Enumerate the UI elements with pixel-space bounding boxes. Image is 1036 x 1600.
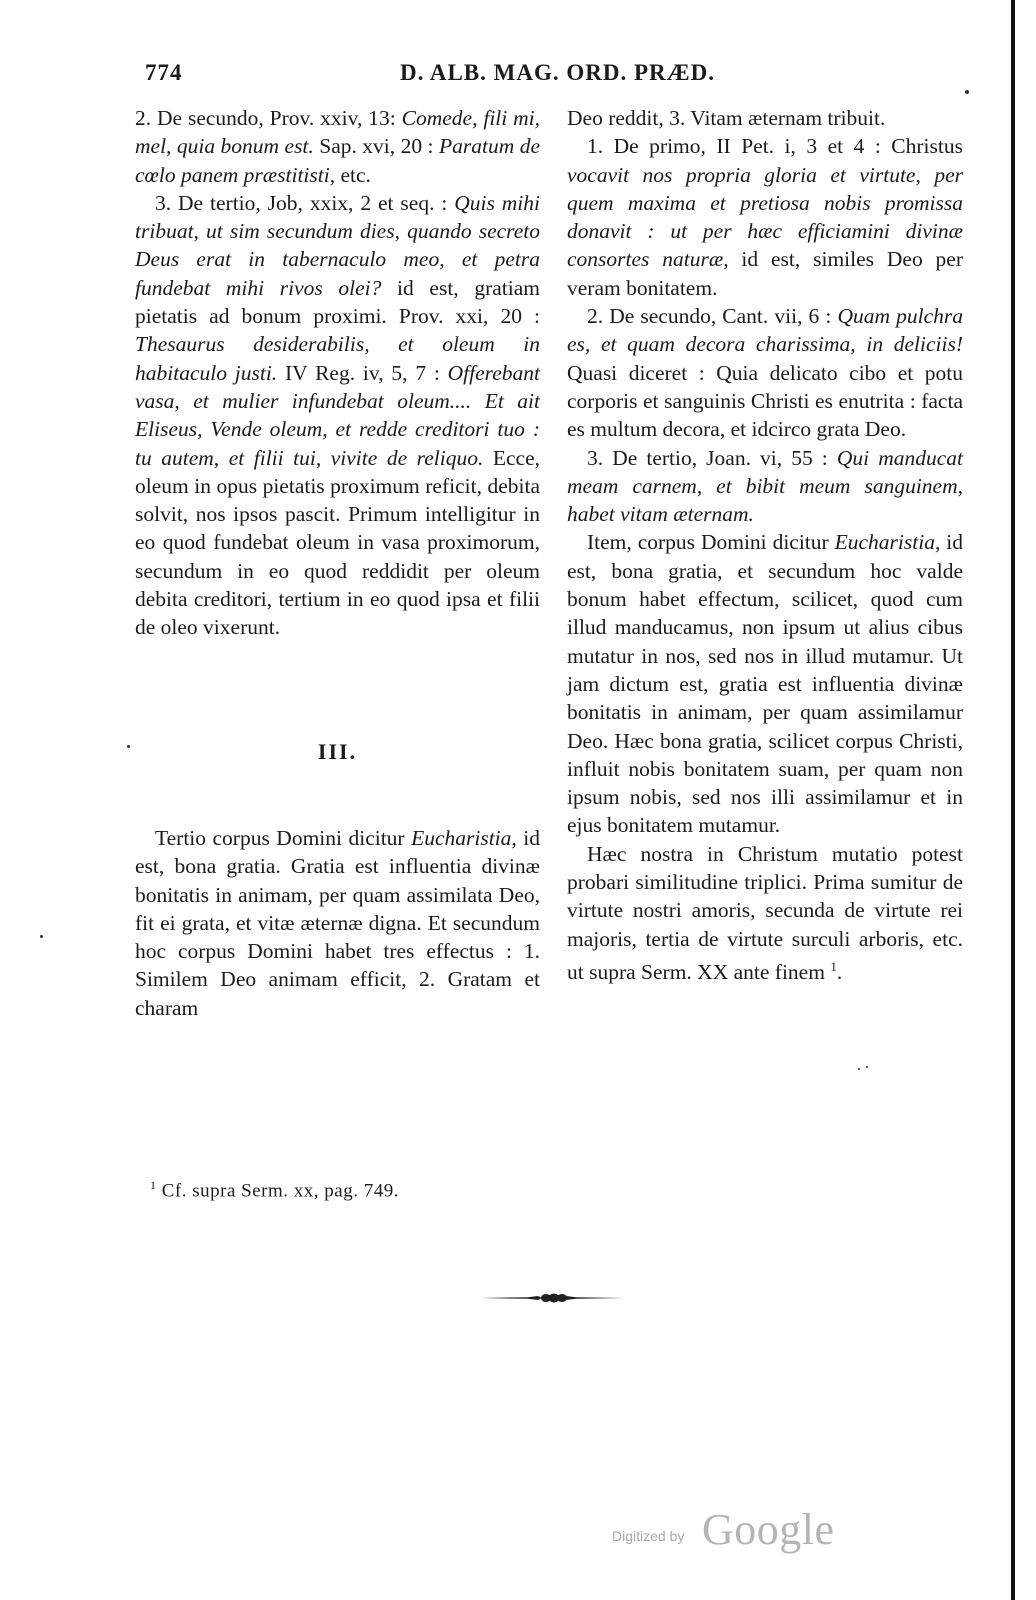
digitized-by-label: Digitized by [612,1528,685,1544]
running-title: D. ALB. MAG. ORD. PRÆD. [400,60,715,85]
left-column [135,104,540,1022]
speck [40,935,43,938]
paragraph: 2. De secundo, Prov. xxiv, 13: Comede, fili mi, mel, quia bonum est. Sap. xvi, 20 : Paratum de cœlo panem præstitisti, etc. [135,106,540,187]
paragraph: Deo reddit, 3. Vitam æternam tribuit. [567,106,886,130]
paragraph: 2. De secundo, Cant. vii, 6 : Quam pulchra es, et quam decora charissima, in deliciis! Quasi diceret : Quia delicato cibo et potu corporis et sanguinis Christi es enutrita : facta es multum decora, et idcirco grata Deo. [567,304,963,442]
footnote-reference: 1 [830,958,837,974]
paragraph: 3. De tertio, Joan. vi, 55 : Qui manducat meam carnem, et bibit meum sanguinem, habet vitam æternam. [567,445,963,527]
running-header [0,60,1011,96]
speck [127,745,130,748]
paragraph: Tertio corpus Domini dicitur Eucharistia, id est, bona gratia. Gratia est influentia divinæ bonitatis in animam, per quam assimilata Deo, fit ei grata, et vitæ æternæ digna. Et secundum hoc corpus Domini habet tres effectus : 1. Similem Deo animam efficit, 2. Gratam et charam [135,825,540,1020]
footnote: $^1$ Cf. supra Serm. xx, pag. 749. [150,1178,399,1202]
paragraph: Hæc nostra in Christum mutatio potest probari similitudine triplici. Prima sumitur de virtute nostri amoris, secunda de virtute rei majoris, tertia de virtute surculi arboris, etc. ut supra Serm. XX ante finem $^1$. [567,841,963,985]
page-number: 774 [145,60,183,85]
paragraph: 1. De primo, II Pet. i, 3 et 4 : Christus vocavit nos propria gloria et virtute, per quem maxima et pretiosa nobis promissa donavit : ut per hæc efficiamini divinæ consortes naturæ, id est, similes Deo per veram bonitatem. [567,134,963,300]
section-heading: III. [317,738,358,764]
page-edge-rule [1011,0,1015,1600]
google-logo: Google [702,1505,835,1554]
right-column [567,104,963,986]
speck [965,90,969,94]
speck [858,1068,860,1070]
footnote-marker: 1 [150,1178,157,1192]
paragraph: 3. De tertio, Job, xxix, 2 et seq. : Quis mihi tribuat, ut sim secundum dies, quando secreto Deus erat in tabernaculo meo, et petra fundebat mihi rivos olei? id est, gratiam pietatis ad bonum proximi. Prov. xxi, 20 : Thesaurus desiderabilis, et oleum in habitaculo justi. IV Reg. iv, 5, 7 : Offerebant vasa, et mulier infundebat oleum.... Et ait Eliseus, Vende oleum, et redde creditori tuo : tu autem, et filii tui, vivite de reliquo. Ecce, oleum in opus pietatis proximum reficit, debita solvit, nos ipsos pascit. Primum intelligitur in eo quod fundebat oleum in vasa proximorum, secundum in eo quod reddidit per oleum debita creditori, tertium in eo quod ipsa et filii de oleo vixerunt. [135,190,541,640]
speck [866,1066,868,1068]
ornament-divider [480,1291,625,1305]
paragraph: Item, corpus Domini dicitur Eucharistia, id est, bona gratia, et secundum hoc valde bonum habet effectum, scilicet, quod cum illud manducamus, non ipsum ut alius cibus mutatur in nos, sed nos in illud mutamur. Ut jam dictum est, gratia est influentia divinæ bonitatis in animam, per quam assimilamur Deo. Hæc bona gratia, scilicet corpus Christi, influit nobis bonitatem suam, per quam non ipsum nobis, sed nos illi assimilamur et in ejus bonitatem mutamur. [567,530,963,838]
